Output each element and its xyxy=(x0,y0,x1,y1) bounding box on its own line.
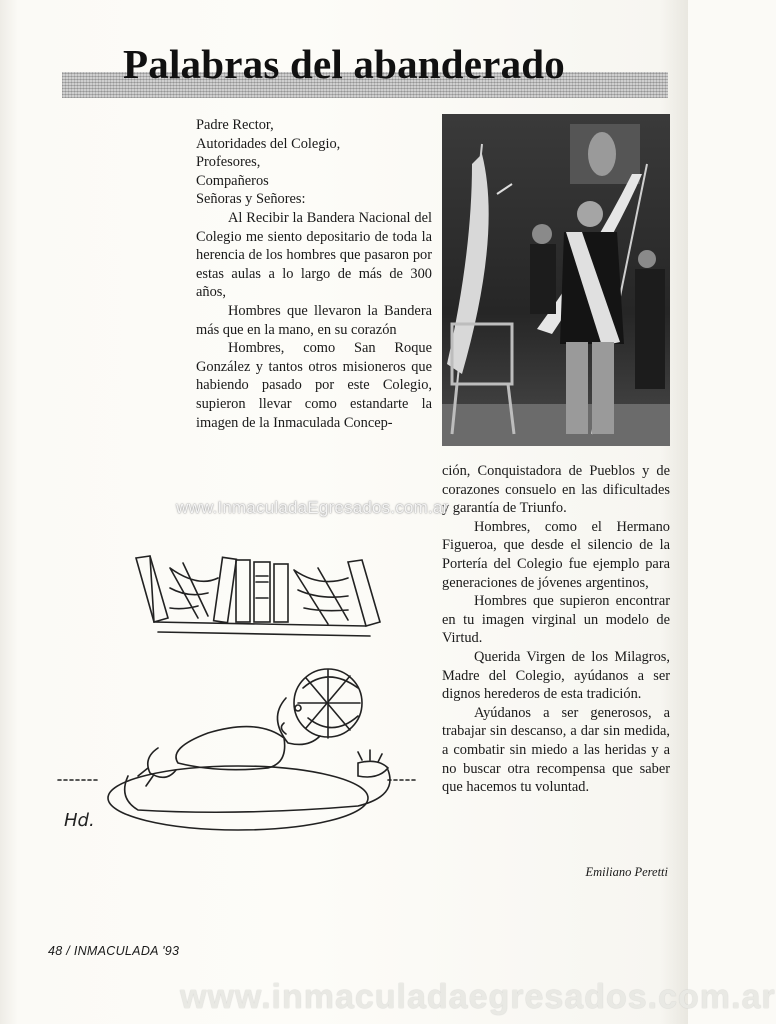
paragraph: Al Recibir la Bandera Nacional del Colegio me siento depositario de toda la herencia de los hombres que pasaron por estas aulas a lo largo de más de 300 años, xyxy=(196,209,432,301)
salutation-line: Padre Rector, xyxy=(196,117,274,133)
flag-ceremony-photo xyxy=(442,114,670,446)
salutation-line: Señoras y Señores: xyxy=(196,191,306,208)
photo-illustration xyxy=(442,114,670,446)
salutation-line: Compañeros xyxy=(196,172,269,189)
page-footer: 48 / INMACULADA '93 xyxy=(48,944,180,958)
paragraph: Hombres que supieron encontrar en tu imagen virginal un modelo de Virtud. xyxy=(442,593,670,647)
paragraph: Ayúdanos a ser generosos, a trabajar sin descanso, a dar sin medida, a combatir sin miedo a las heridas y a no buscar otra recompensa que saber que hacemos tu voluntad. xyxy=(442,704,670,796)
paragraph: Querida Virgen de los Milagros, Madre del Colegio, ayúdanos a ser dignos herederos de esta tradición. xyxy=(442,648,670,703)
paragraph: Hombres, como el Hermano Figueroa, que desde el silencio de la Portería del Colegio fue ejemplo para generaciones de jóvenes argentinos, xyxy=(442,518,670,591)
watermark-text: www.InmaculadaEgresados.com.ar xyxy=(176,498,449,517)
cartoon-illustration xyxy=(58,548,418,848)
paragraph: Hombres que llevaron la Bandera más que en la mano, en su corazón xyxy=(196,302,432,338)
text-column-left xyxy=(196,116,432,432)
salutation-line: Profesores, xyxy=(196,154,261,171)
text-column-right xyxy=(442,462,670,797)
page-title: Palabras del abanderado xyxy=(123,41,565,87)
salutation-line: Autoridades del Colegio, xyxy=(196,135,341,152)
paragraph: ción, Conquistadora de Pueblos y de corazones consuelo en las dificultades y garantía de Triunfo. xyxy=(442,463,670,517)
cartoon-drawing xyxy=(58,548,418,848)
cartoon-signature: Hd. xyxy=(64,810,95,831)
paragraph: Hombres, como San Roque González y tantos otros misioneros que habiendo pasado por este Colegio, supieron llevar como estandarte la imagen de la Inmaculada Concep- xyxy=(196,340,432,431)
watermark-text-bottom: www.inmaculadaegresados.com.ar xyxy=(180,978,776,1016)
author-signature: Emiliano Peretti xyxy=(585,865,668,879)
